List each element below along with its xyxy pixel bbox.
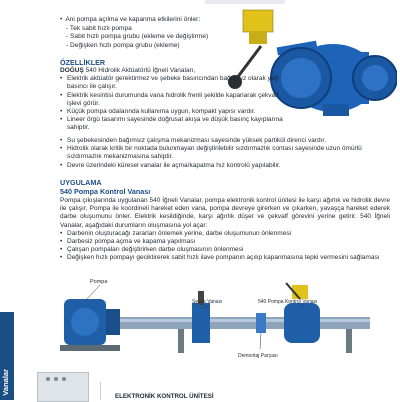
- feature-item: • Elektrik kesintisi durumunda vana hidrolik frenli şekilde kapanarak çekvalf işlevi görür.: [60, 92, 283, 108]
- application-subtitle: 540 Pompa Kontrol Vanası: [60, 187, 151, 196]
- category-side-tab: [0, 312, 14, 400]
- pump-effects-item: - Değişken hızlı pompa grubu (ekleme): [66, 41, 180, 49]
- diagram-label-servis: Servis Vanası: [192, 299, 223, 305]
- pump-installation-diagram: [60, 273, 370, 381]
- indicator-lamp-icon: [54, 377, 58, 381]
- application-item: • Değişken hızlı pompayı geciktirerek sabit hızlı ilave pompanın açılıp kapanmasına tepki vermesini sağlaması: [60, 254, 390, 262]
- indicator-lamp-icon: [46, 377, 50, 381]
- feature-item: • Lineer örgü tasarımı sayesinde doğrusal akışa ve düşük basınç kayıplarına sahiptir.: [60, 116, 283, 132]
- pump-effects-item: - Tek sabit hızlı pompa: [66, 24, 132, 32]
- application-item: • Darbesiz pompa açma ve kapama yapılması: [60, 238, 390, 246]
- diagram-label-pump: Pompa: [90, 279, 108, 285]
- feature-item: • Su şebekesinden bağımsız çalışma mekanizması sayesinde yüksek partikül direnci vardır.: [60, 137, 390, 145]
- features-title: ÖZELLİKLER: [60, 58, 106, 67]
- feature-item: • Elektrik aktüatör gerektirmez ve şebeke basıncından bağımsız olarak yağ basıncı ile çalışır.: [60, 75, 283, 91]
- features-list: [60, 67, 283, 133]
- feature-item: • Küçük pompa odalarında kullanıma uygun, kompakt yapısı vardır.: [60, 108, 283, 116]
- pump-effects-intro: • Ani pompa açılma ve kapanma etkilerini önler:: [60, 16, 240, 25]
- features-list-continued: [60, 137, 390, 170]
- indicator-lamp-icon: [62, 377, 66, 381]
- application-text: Pompa çıkışlarında uygulanan 540 İğneli Vanalar, pompa elektronik kontrol ünitesi ile karşı ağırlık ve hidrolik devre ile çalışır. Pompa ile koordineli hareket eden vana, pompa devreye girerken ve çıkarken, yavaşça hareket ederek darbe oluşumunu önler. Elektrik kesildiğinde, karşı ağırlık düşer ve çekvalf görevini yerine getirir. 540 İğneli Vanalar, aşağıdaki durumların oluşmasına yol açar:: [60, 197, 390, 229]
- control-unit-title: ELEKTRONİK KONTROL ÜNİTESİ: [115, 393, 214, 400]
- feature-item: • Hidrolik olarak kritik bir noktada bulunmayan değiştirilebilir sızdırmazlık contası sayesinde uzun ömürlü sızdırmazlık mekanizmasına sahiptir.: [60, 145, 390, 161]
- features-lead: 540 Hidrolik Aktüatörlü İğneli Vanaları,: [83, 67, 196, 74]
- diagram-label-control: 540 Pompa Kontrol Vanası: [258, 299, 318, 305]
- bottom-divider: [100, 382, 101, 400]
- control-unit-image: [37, 372, 89, 402]
- application-title: UYGULAMA: [60, 178, 102, 187]
- feature-item: • Devre üzerindeki küresel vanalar ile açma/kapatma hız kontrolü yapılabilir.: [60, 162, 390, 170]
- brand-name: DOĞUŞ: [60, 67, 84, 74]
- diagram-label-demontaj: Demontaj Parçası: [238, 353, 278, 359]
- application-item: • Çalışan pompaları değiştirirken darbe oluşmasının önlenmesi: [60, 246, 390, 254]
- pump-effects-item: - Sabit hızlı pompa grubu (ekleme ve değiştirme): [66, 33, 209, 41]
- application-paragraph: [60, 197, 390, 263]
- category-side-label: Vanalar: [1, 369, 10, 396]
- pump-effects-list: [60, 16, 240, 50]
- top-band: [205, 0, 285, 4]
- application-item: • Darbenin oluşturacağı zararları önlemek yerine, darbe oluşumunun önlenmesi: [60, 230, 390, 238]
